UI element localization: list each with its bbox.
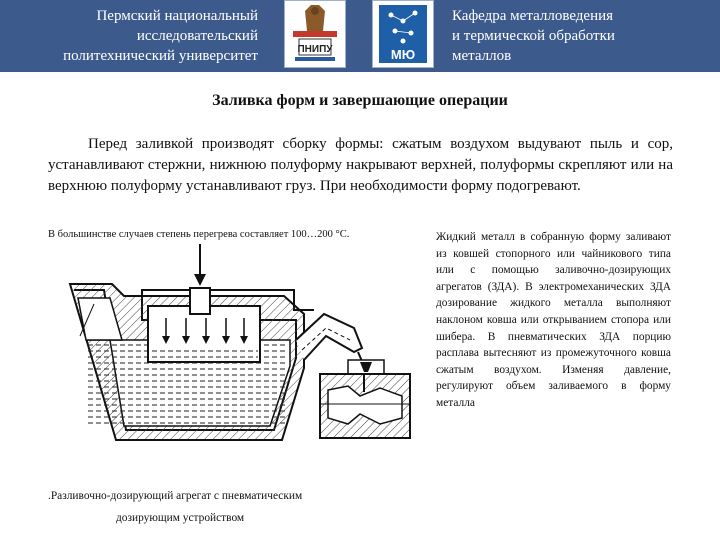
diagram-caption-line-1: .Разливочно-дозирующий агрегат с пневматическим <box>48 490 303 502</box>
overheat-note: В большинстве случаев степень перегрева составляет 100…200 °С. <box>48 229 350 240</box>
pouring-description: Жидкий металл в собранную форму заливают из ковшей стопорного или чайникового типа или с помощью заливочно-дозирующих агрегатов (ЗДА). В электромеханических ЗДА дозирование жидкого металла выполняют наклоном ковша или открыванием стопора или шибера. В пневматических ЗДА порцию расплава вытесняют из промежуточного ковша сжатым воздухом. Изменяя давление, регулируют объем заливаемого в форму металла <box>436 231 671 409</box>
department-logo <box>372 0 434 68</box>
department-name-line-3: металлов <box>452 48 512 64</box>
university-name-line-3: политехнический университет <box>63 48 258 64</box>
department-name-line-2: и термической обработки <box>452 28 615 44</box>
page-title: Заливка форм и завершающие операции <box>212 92 508 109</box>
diagram-caption-line-2: дозирующим устройством <box>116 512 245 524</box>
casting-mold <box>320 360 410 438</box>
department-name-line-1: Кафедра металловедения <box>452 8 614 24</box>
university-name-line-1: Пермский национальный <box>96 8 258 24</box>
university-logo-text: ПНИПУ <box>297 44 333 55</box>
header-banner <box>0 0 720 72</box>
pouring-unit-diagram <box>64 240 424 475</box>
university-name <box>8 6 258 66</box>
air-inlet-arrow <box>194 244 206 286</box>
department-name <box>452 6 712 66</box>
university-logo <box>284 0 346 68</box>
intro-paragraph: Перед заливкой производят сборку формы: сжатым воздухом выдувают пыль и сор, устанавливают стержни, нижнюю полуформу накрывают верхней, полуформы скрепляют или на верхнюю полуформу устанавливают груз. При необходимости форму подогревают. <box>48 136 673 194</box>
department-logo-text: МЮ <box>390 47 416 62</box>
university-name-line-2: исследовательский <box>136 28 258 44</box>
